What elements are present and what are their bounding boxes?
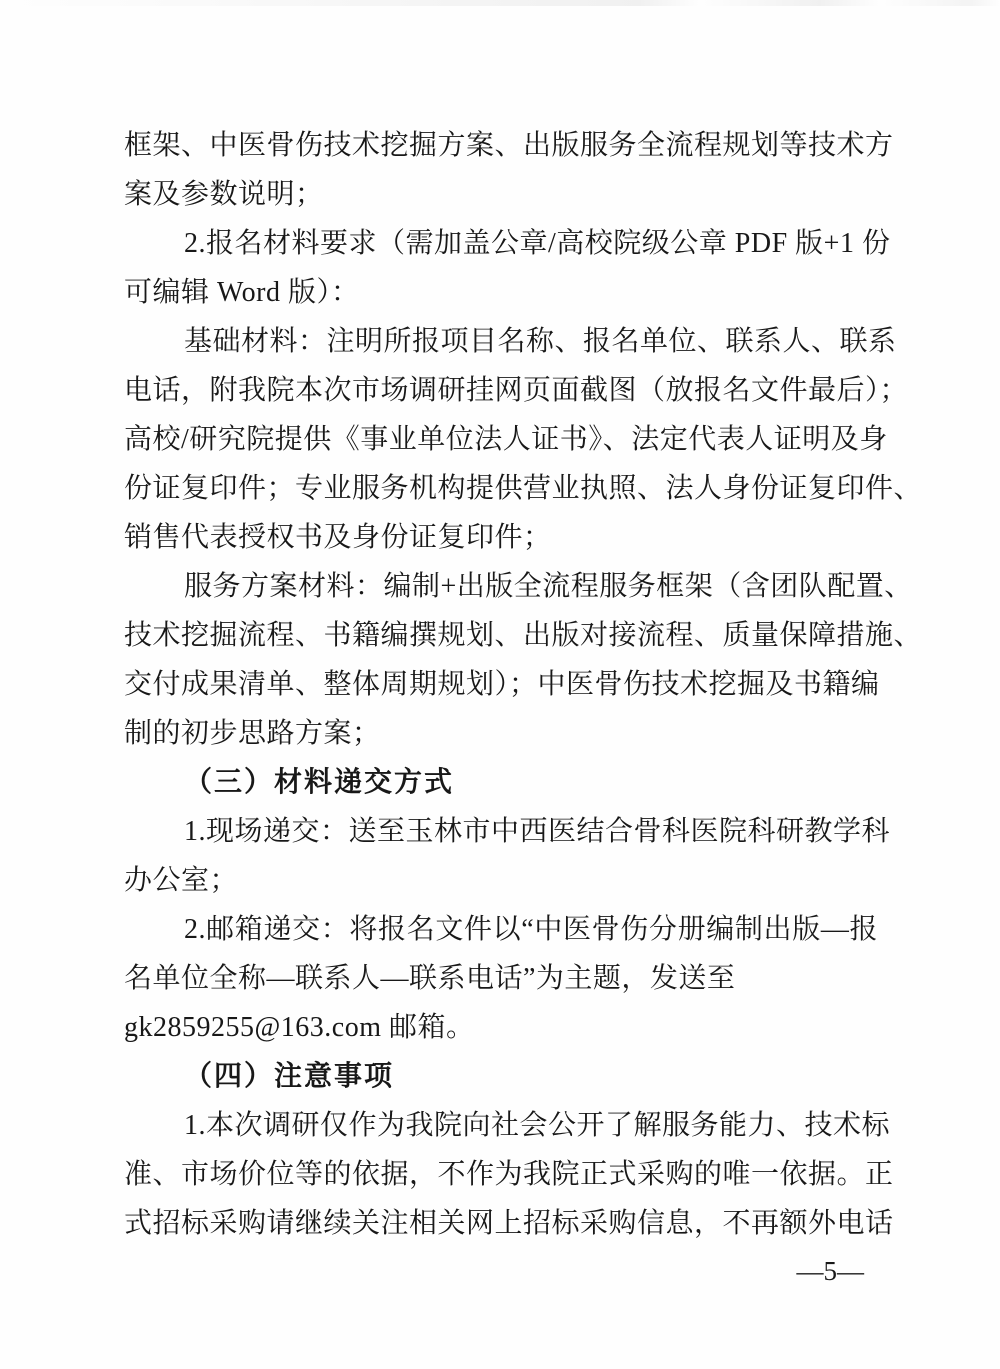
doc-line: 服务方案材料：编制+出版全流程服务框架（含团队配置、 bbox=[184, 571, 913, 602]
doc-line: 式招标采购请继续关注相关网上招标采购信息，不再额外电话 bbox=[124, 1208, 894, 1239]
doc-line: 2.报名材料要求（需加盖公章/高校院级公章 PDF 版+1 份 bbox=[184, 228, 891, 259]
doc-line: 基础材料：注明所报项目名称、报名单位、联系人、联系 bbox=[184, 326, 897, 357]
doc-line: 1.现场递交：送至玉林市中西医结合骨科医院科研教学科 bbox=[184, 816, 891, 847]
section-heading-notes: （四）注意事项 bbox=[184, 1061, 395, 1092]
document-body bbox=[124, 121, 923, 1248]
doc-line: 1.本次调研仅作为我院向社会公开了解服务能力、技术标 bbox=[184, 1110, 891, 1141]
doc-line: 框架、中医骨伤技术挖掘方案、出版服务全流程规划等技术方 bbox=[124, 130, 894, 161]
doc-line: 制的初步思路方案； bbox=[124, 718, 381, 749]
doc-line: 可编辑 Word 版）： bbox=[124, 277, 360, 308]
doc-line: 准、市场价位等的依据，不作为我院正式采购的唯一依据。正 bbox=[124, 1159, 894, 1190]
doc-line: 案及参数说明； bbox=[124, 179, 324, 210]
doc-line: 交付成果清单、整体周期规划）；中医骨伤技术挖掘及书籍编 bbox=[124, 669, 880, 700]
page-number: —5— bbox=[796, 1256, 864, 1286]
doc-line: 2.邮箱递交：将报名文件以“中医骨伤分册编制出版—报 bbox=[184, 914, 878, 945]
doc-line: 高校/研究院提供《事业单位法人证书》、法定代表人证明及身 bbox=[124, 424, 888, 455]
scan-artifact bbox=[0, 0, 1000, 6]
doc-line-email: gk2859255@163.com 邮箱。 bbox=[124, 1012, 475, 1043]
doc-line: 电话，附我院本次市场调研挂网页面截图（放报名文件最后）； bbox=[124, 375, 909, 406]
doc-line: 销售代表授权书及身份证复印件； bbox=[124, 522, 552, 553]
doc-line: 份证复印件；专业服务机构提供营业执照、法人身份证复印件、 bbox=[124, 473, 923, 504]
doc-line: 办公室； bbox=[124, 865, 239, 896]
doc-line: 技术挖掘流程、书籍编撰规划、出版对接流程、质量保障措施、 bbox=[124, 620, 923, 651]
doc-line: 名单位全称—联系人—联系电话”为主题，发送至 bbox=[124, 963, 736, 994]
section-heading-material-submission: （三）材料递交方式 bbox=[184, 767, 455, 798]
